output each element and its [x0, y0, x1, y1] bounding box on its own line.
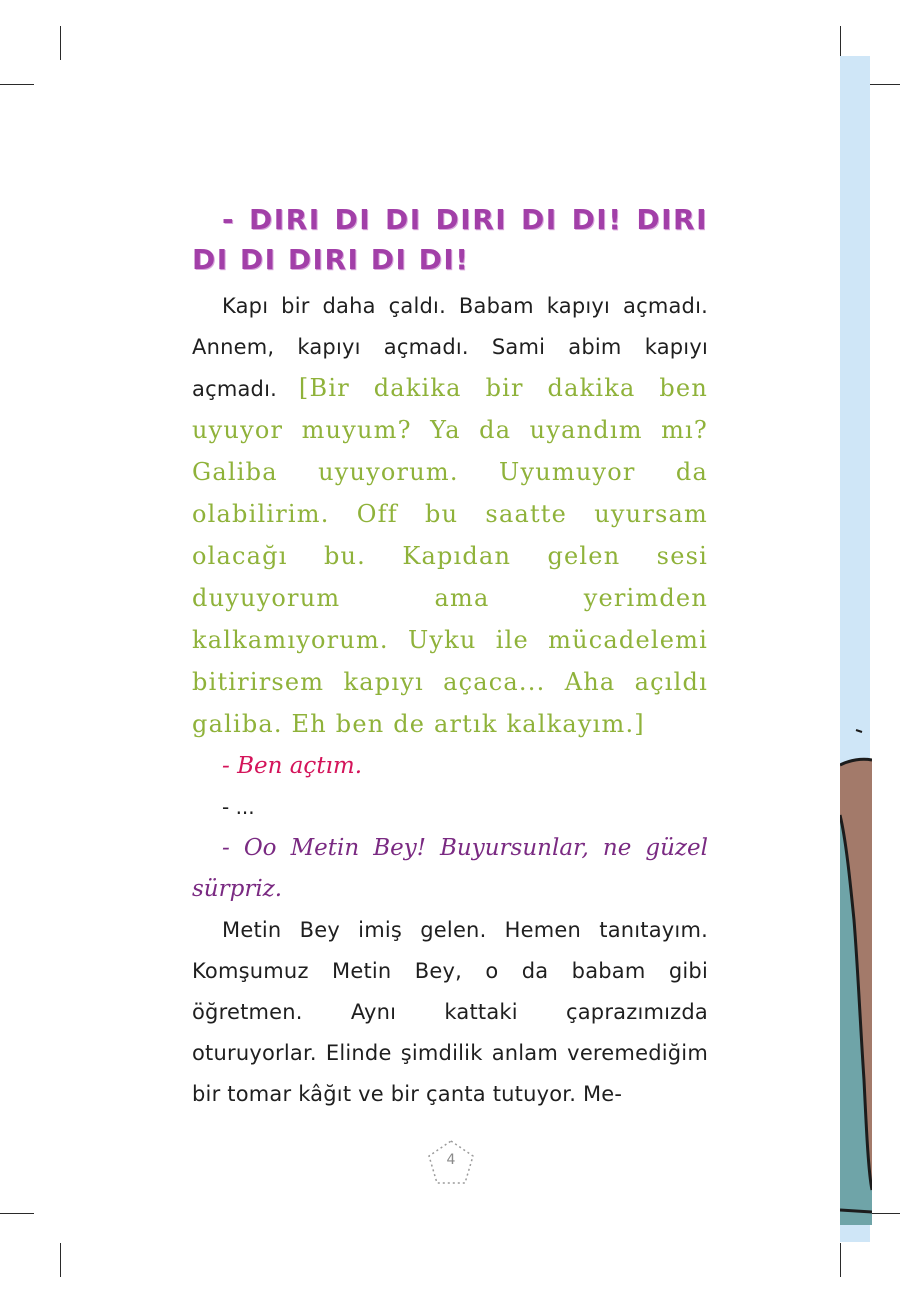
crop-mark [840, 1243, 841, 1277]
page-text [192, 200, 708, 1115]
doorbell-sound-text: - DIRI DI DI DIRI DI DI! DIRI DI DI DIRI DI DI! [192, 203, 708, 276]
paragraph [192, 286, 708, 746]
crop-mark [866, 84, 900, 85]
crop-mark [60, 1243, 61, 1277]
narration-text: Kapı bir daha çaldı. Babam kapıyı açmadı. Annem, kapıyı açmadı. Sami abim kapıyı açmadı. [192, 294, 708, 401]
doorbell-sound [192, 200, 708, 280]
thought-text: [Bir dakika bir dakika ben uyuyor muyum? Ya da uyandım mı? Galiba uyuyorum. Uyumuyor da olabilirim. Off bu saatte uyursam olacağı bu. Kapıdan gelen sesi duyuyorum ama yerimden kalkamıyorum. Uyku ile mücadelemi bitirirsem kapıyı açaca... Aha açıldı galiba. Eh ben de artık kalkayım.] [192, 374, 708, 738]
crop-mark [0, 84, 34, 85]
page-number: 4 [446, 1152, 456, 1168]
dialog-line: - Oo Metin Bey! Buyursunlar, ne güzel sürpriz. [192, 835, 708, 902]
crop-mark [840, 26, 841, 60]
character-illustration [840, 720, 872, 1225]
crop-mark [0, 1213, 34, 1214]
dialog-line: - Ben açtım. [222, 753, 363, 779]
dialog-line: - ... [222, 795, 255, 819]
paragraph: Metin Bey imiş gelen. Hemen tanıtayım. Komşumuz Metin Bey, o da babam gibi öğretmen. Aynı kattaki çaprazımızda oturuyorlar. Elinde şimdilik anlam veremediğim bir tomar kâğıt ve bir çanta tutuyor. Me- [192, 918, 708, 1106]
page-number-badge [426, 1138, 476, 1186]
crop-mark [60, 26, 61, 60]
